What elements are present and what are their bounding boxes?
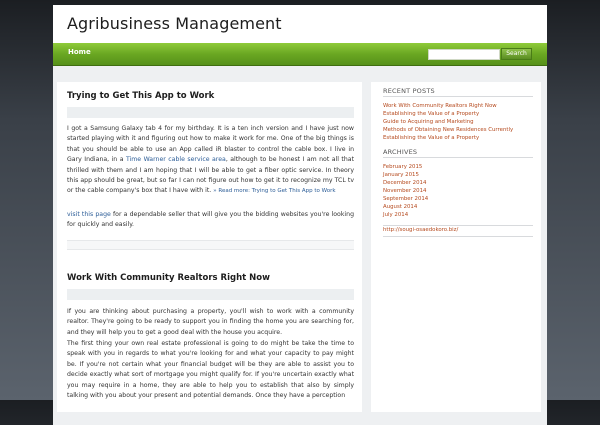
list-item xyxy=(383,175,538,186)
post-body xyxy=(67,210,354,231)
archive-link[interactable]: July 2014 xyxy=(383,212,409,218)
recent-post-link[interactable]: Establishing the Value of a Property xyxy=(383,135,480,141)
external-site-link[interactable]: http://sougi-osaedokoro.biz/ xyxy=(383,227,459,233)
sidebar xyxy=(371,82,541,412)
post-text-segment: , although to be honest I am not all that thrilled with them and I am hoping that I will be able to get a fiber optic service. In theory this app should be great, but so far I can not figure out how to get it to recognize my TCL tv or the cable company's box that I have with it. xyxy=(67,156,354,195)
post-meta-bar xyxy=(67,107,354,118)
list-item xyxy=(383,207,538,218)
post-body: The first thing your own real estate professional is going to do might be take the time to speak with you in regards to what you're looking for and what your capacity to pay might be. If you're not certain what your financial budget will be they are able to assist you to decide exactly what sort of mortgage you might qualify for. If you're uncertain exactly what you may require in a home, they are able to help you to establish that also by simply talking with you about your present and potential demands. Once they have a perception xyxy=(67,340,354,400)
recent-post-link[interactable]: Guide to Acquiring and Marketing xyxy=(383,119,474,125)
archive-link[interactable]: November 2014 xyxy=(383,188,427,194)
archive-link[interactable]: August 2014 xyxy=(383,204,418,210)
post-body xyxy=(67,124,354,197)
recent-post-link[interactable]: Establishing the Value of a Property xyxy=(383,111,480,117)
page xyxy=(53,5,547,425)
blogroll-box xyxy=(383,225,533,237)
nav-bar xyxy=(53,43,547,66)
list-item xyxy=(383,183,538,194)
list-item xyxy=(383,191,538,202)
post-title[interactable]: Trying to Get This App to Work xyxy=(67,91,215,101)
archives-list xyxy=(383,159,538,218)
archives-heading: ARCHIVES xyxy=(383,148,418,156)
read-more-link[interactable]: » Read more: Trying to Get This App to Work xyxy=(213,188,336,195)
list-item xyxy=(383,130,538,141)
search-button[interactable]: Search xyxy=(501,48,532,60)
post-text-segment: for a dependable seller that will give you the bidding websites you're looking for quickly and easily. xyxy=(67,211,354,229)
post-title[interactable]: Work With Community Realtors Right Now xyxy=(67,273,270,283)
divider xyxy=(383,157,533,158)
recent-posts-list xyxy=(383,98,538,141)
list-item xyxy=(383,199,538,210)
list-item xyxy=(383,159,538,170)
archive-link[interactable]: January 2015 xyxy=(383,172,419,178)
post-footer-bar xyxy=(67,240,354,250)
divider xyxy=(383,96,533,97)
archive-link[interactable]: December 2014 xyxy=(383,180,427,186)
list-item xyxy=(383,98,538,109)
recent-posts-heading: RECENT POSTS xyxy=(383,87,435,95)
list-item xyxy=(383,106,538,117)
list-item xyxy=(383,114,538,125)
nav-home-link[interactable]: Home xyxy=(68,48,91,56)
site-header xyxy=(53,5,547,43)
main-content xyxy=(57,82,362,412)
site-title[interactable]: Agribusiness Management xyxy=(67,14,282,33)
list-item xyxy=(383,167,538,178)
recent-post-link[interactable]: Methods of Obtaining New Residences Currently xyxy=(383,127,514,133)
post-body: If you are thinking about purchasing a property, you'll wish to work with a community realtor. They're going to be ready to support you in finding the home you are searching for, and they will help you to get a good deal with the house you acquire. xyxy=(67,308,354,336)
search-input[interactable] xyxy=(428,49,500,60)
time-warner-link[interactable]: Time Warner cable service area xyxy=(125,156,226,164)
archive-link[interactable]: February 2015 xyxy=(383,164,423,170)
visit-page-link[interactable]: visit this page xyxy=(67,211,111,218)
recent-post-link[interactable]: Work With Community Realtors Right Now xyxy=(383,103,497,109)
post-meta-bar xyxy=(67,289,354,300)
archive-link[interactable]: September 2014 xyxy=(383,196,429,202)
post-text-segment: I got a Samsung Galaxy tab 4 for my birthday. It is a ten inch version and I have just now started playing with it and figuring out how to make it work for me. One of the big things is that you should be able to use an App called iR blaster to control the cable box. I live in Gary Indiana, in a xyxy=(67,125,354,164)
list-item xyxy=(383,122,538,133)
